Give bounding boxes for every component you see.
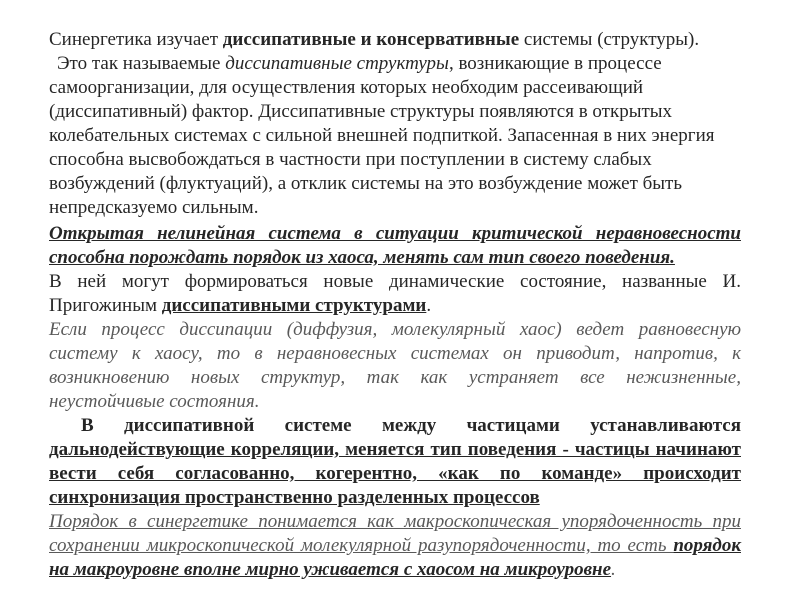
paragraph-dissipation-process: Если процесс диссипации (диффузия, молекулярный хаос) ведет равновесную систему к хаосу, то в неравновесных системах он приводит, напротив, к возникновению новых структур, так как устраняет все нежизненные, неустойчивые состояния. bbox=[49, 319, 741, 412]
paragraph-order-definition bbox=[49, 510, 741, 582]
p1-text-2: системы (структуры). bbox=[519, 29, 700, 50]
p5-text-2-underlined: дальнодействующие корреляции, меняется тип поведения - частицы начинают вести себя согласованно, когерентно, «как по команде» происходит синхронизация пространственно разделенных процессов bbox=[49, 439, 741, 508]
p1-text-1: Синергетика изучает bbox=[49, 29, 223, 50]
p6-text-2-bold: порядок на макроуровне вполне мирно уживается с хаосом на микроуровне bbox=[49, 535, 741, 580]
paragraph-prigogine bbox=[49, 270, 741, 318]
p5-text-1: В диссипативной системе между частицами устанавливаются bbox=[81, 415, 741, 436]
p3-text-2: . bbox=[426, 295, 432, 316]
p6-text-1: Порядок в синергетике понимается как макроскопическая упорядоченность при сохранении микроскопической молекулярной разупорядоченности, то есть bbox=[49, 511, 741, 556]
p6-text-3: . bbox=[611, 559, 616, 580]
p3-term-dissipative-structures: диссипативными структурами bbox=[161, 295, 427, 316]
p3-text-1: В ней могут формироваться новые динамические состояние, названные И. Пригожиным bbox=[49, 271, 741, 316]
paragraph-correlations bbox=[49, 414, 741, 510]
p1-text-3: Это так называемые bbox=[57, 53, 226, 74]
paragraph-open-system-statement: Открытая нелинейная система в ситуации критической неравновесности способна порождать порядок из хаоса, менять сам тип своего поведения. bbox=[49, 223, 741, 268]
p1-term-bold: диссипативные и консервативные bbox=[222, 29, 520, 50]
p1-term-italic: диссипативные структуры bbox=[225, 53, 449, 74]
paragraph-definition bbox=[49, 28, 741, 220]
p1-text-4: , возникающие в процессе самоорганизации, для осуществления которых необходим рассеивающий (диссипативный) фактор. Диссипативные структуры появляются в открытых колебательных системах с сильной внешней подпиткой. Запасенная в них энергия способна высвобождаться в частности при поступлении в систему слабых возбуждений (флуктуаций), а отклик системы на это возбуждение может быть непредсказуемо сильным. bbox=[49, 53, 715, 218]
